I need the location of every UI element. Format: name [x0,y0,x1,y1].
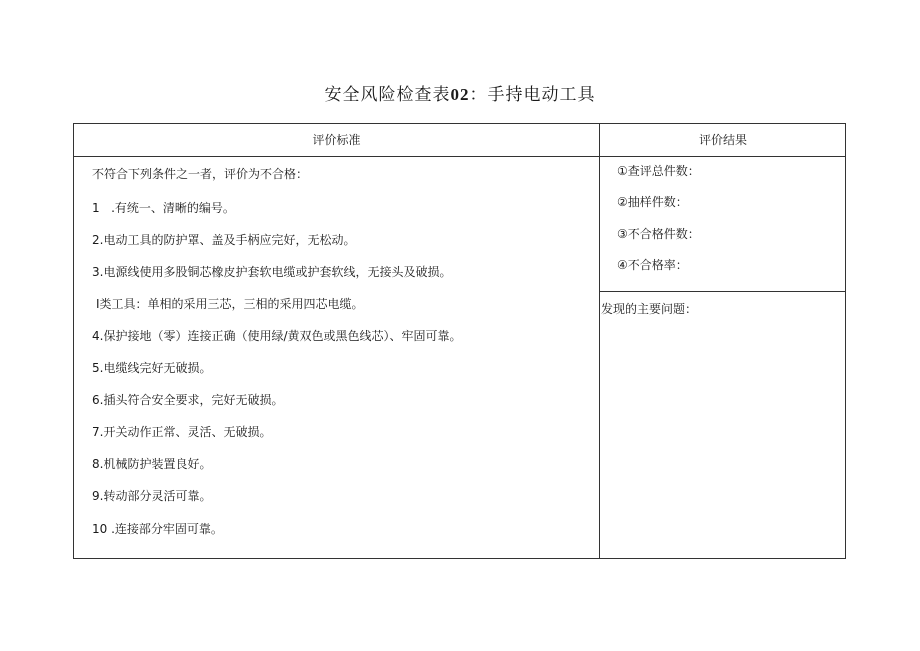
result-fail-count: ③不合格件数： [617,227,700,241]
criteria-item: 4.保护接地（零）连接正确（使用绿/黄双色或黑色线芯）、牢固可靠。 [92,329,462,343]
criteria-item: Ⅰ类工具：单相的采用三芯，三相的采用四芯电缆。 [96,297,364,311]
title-prefix: 安全风险检查表 [324,85,451,105]
title-suffix: ：手持电动工具 [469,85,596,105]
results-divider [599,291,846,292]
criteria-item: 6.插头符合安全要求，完好无破损。 [92,393,284,407]
criteria-item: 1 .有统一、清晰的编号。 [92,201,235,215]
criteria-intro: 不符合下列条件之一者，评价为不合格： [92,167,309,181]
header-divider [74,156,845,157]
criteria-item: 2.电动工具的防护罩、盖及手柄应完好，无松动。 [92,233,356,247]
criteria-item: 3.电源线使用多股铜芯橡皮护套软电缆或护套软线，无接头及破损。 [92,265,452,279]
header-results: 评价结果 [698,133,747,147]
checklist-table [73,123,846,559]
criteria-item: 9.转动部分灵活可靠。 [92,489,212,503]
result-fail-rate: ④不合格率： [617,258,688,272]
criteria-item: 7.开关动作正常、灵活、无破损。 [92,425,272,439]
page-title [0,84,920,106]
criteria-item: 10 .连接部分牢固可靠。 [92,522,223,536]
title-number: 02 [450,85,470,104]
column-divider [599,124,600,558]
problems-label: 发现的主要问题： [601,302,698,316]
result-total-count: ①查评总件数： [617,164,700,178]
header-criteria: 评价标准 [312,133,361,147]
criteria-item: 8.机械防护装置良好。 [92,457,212,471]
criteria-item: 5.电缆线完好无破损。 [92,361,212,375]
result-sample-count: ②抽样件数： [617,195,688,209]
